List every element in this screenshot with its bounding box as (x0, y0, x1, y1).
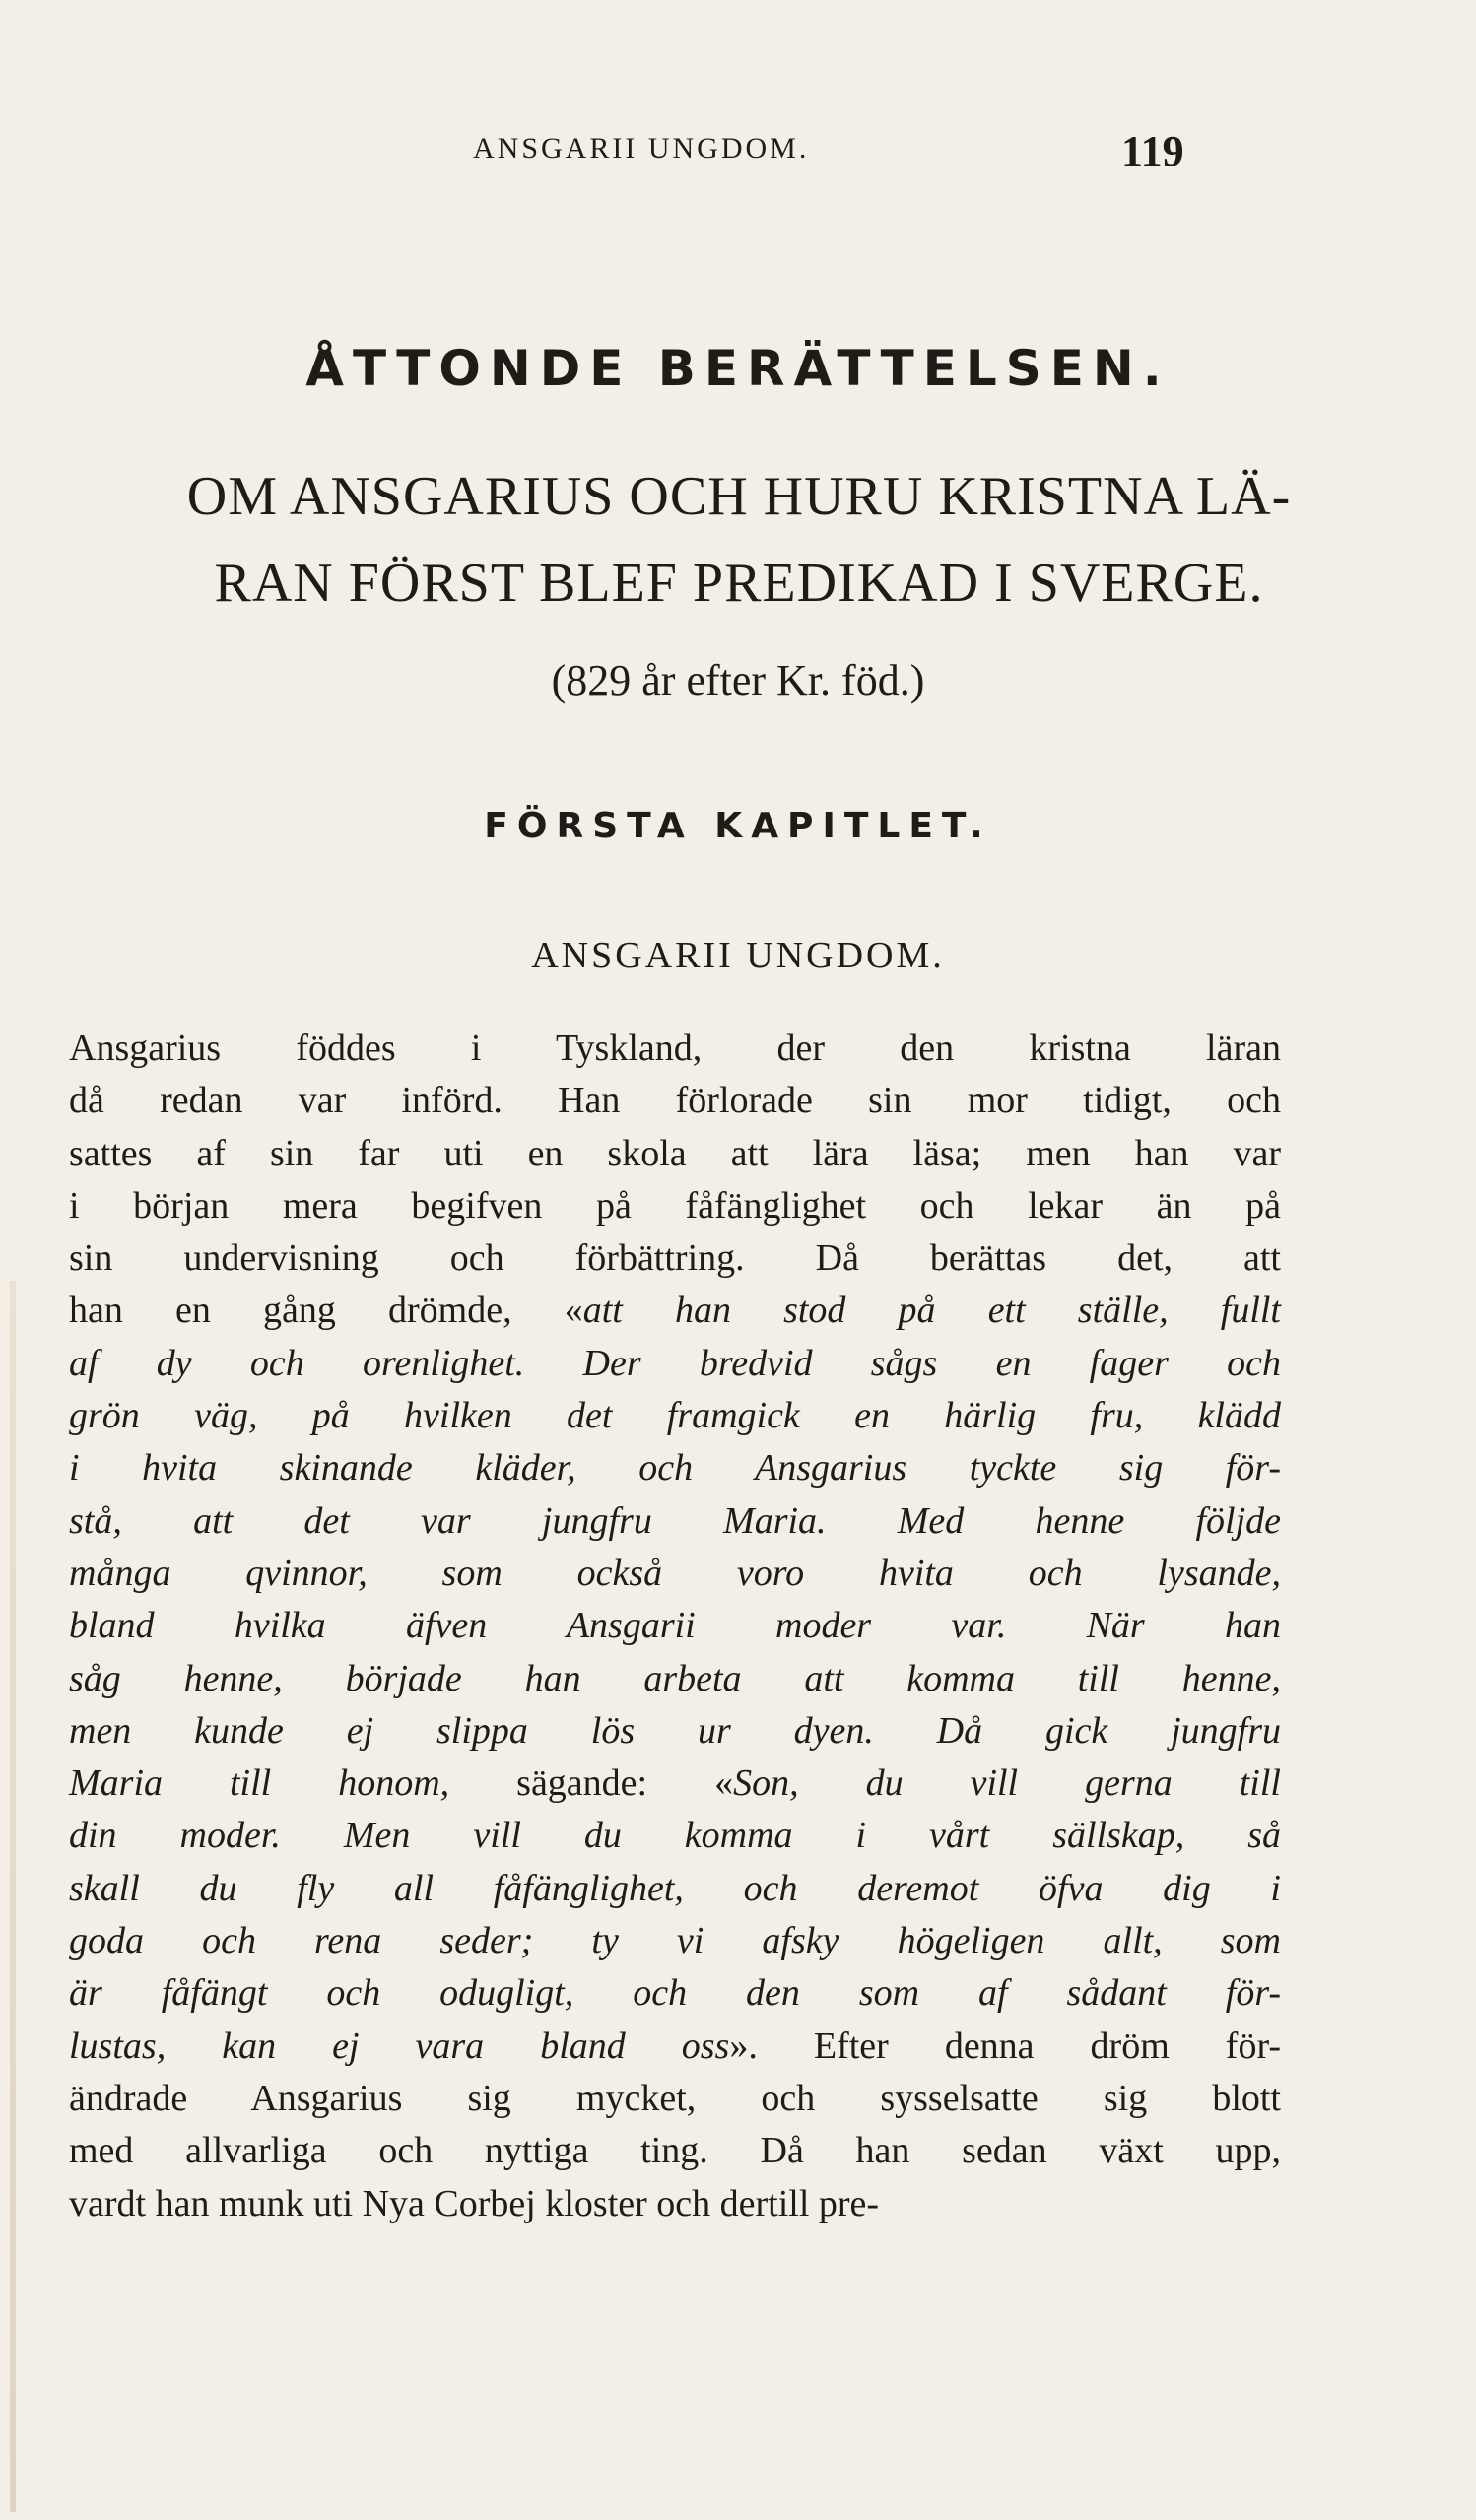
subtitle-line: OM ANSGARIUS OCH HURU KRISTNA LÄ- (186, 466, 1292, 527)
text-line (69, 1757, 1281, 1810)
italic-text: stå, att det var jungfru Maria. Med henne följde (69, 1499, 1281, 1542)
text-line (69, 2178, 1281, 2230)
text-line (69, 1128, 1281, 1180)
italic-text: grön väg, på hvilken det framgick en härlig fru, klädd (69, 1395, 1281, 1437)
text-segment: sattes af sin far uti en skola att lära läsa; men han var (69, 1132, 1281, 1174)
text-line (69, 1285, 1281, 1337)
text-line (69, 1915, 1281, 1967)
text-line (69, 1338, 1281, 1390)
running-head (0, 126, 1476, 175)
text-line (69, 1548, 1281, 1600)
italic-text: men kunde ej slippa lös ur dyen. Då gick jungfru (69, 1709, 1281, 1752)
text-line (69, 2073, 1281, 2125)
text-line (69, 1967, 1281, 2020)
text-line (69, 1075, 1281, 1127)
italic-text: i hvita skinande kläder, och Ansgarius tyckte sig för- (69, 1447, 1281, 1490)
italic-text: goda och rena seder; ty vi afsky högeligen allt, som (69, 1920, 1281, 1962)
section-title: ANSGARII UNGDOM. (531, 935, 945, 976)
text-segment: med allvarliga och nyttiga ting. Då han sedan växt upp, (69, 2130, 1281, 2172)
text-segment: han en gång drömde, « (69, 1290, 583, 1332)
page-number: 119 (1121, 127, 1184, 175)
italic-text: Son, du vill gerna till (733, 1762, 1281, 1805)
italic-text: såg henne, började han arbeta att komma till henne, (69, 1657, 1281, 1699)
text-line (69, 1442, 1281, 1494)
running-title: ANSGARII UNGDOM. (473, 132, 810, 165)
date-line: (829 år efter Kr. föd.) (551, 656, 925, 704)
text-segment: ». Efter denna dröm för- (729, 2024, 1281, 2067)
text-segment: då redan var införd. Han förlorade sin mor tidigt, och (69, 1080, 1281, 1122)
text-line (69, 1495, 1281, 1548)
text-segment: i början mera begifven på fåfänglighet och lekar än på (69, 1184, 1281, 1227)
text-segment: sägande: « (516, 1762, 734, 1805)
kapitel-heading: FÖRSTA KAPITLET. (484, 806, 992, 846)
italic-text: att han stod på ett ställe, fullt (582, 1290, 1281, 1332)
text-line (69, 1653, 1281, 1705)
text-line (69, 1390, 1281, 1442)
italic-text: din moder. Men vill du komma i vårt sällskap, så (69, 1815, 1281, 1857)
italic-text: skall du fly all fåfänglighet, och deremot öfva dig i (69, 1867, 1281, 1909)
italic-text: många qvinnor, som också voro hvita och lysande, (69, 1552, 1281, 1594)
text-line (69, 1180, 1281, 1232)
italic-text: af dy och orenlighet. Der bredvid sågs en fager och (69, 1342, 1281, 1384)
page-edge-shadow (10, 1281, 16, 2512)
text-line (69, 1232, 1281, 1285)
text-line (69, 1863, 1281, 1915)
subtitle (69, 453, 1409, 627)
text-segment: ändrade Ansgarius sig mycket, och sysselsatte sig blott (69, 2077, 1281, 2119)
italic-text: är fåfängt och odugligt, och den som af sådant för- (69, 1972, 1281, 2015)
italic-text: bland hvilka äfven Ansgarii moder var. När han (69, 1605, 1281, 1647)
text-line (69, 1810, 1281, 1862)
text-line (69, 1023, 1281, 1075)
text-segment: Ansgarius föddes i Tyskland, der den kristna läran (69, 1028, 1281, 1069)
text-segment: vardt han munk uti Nya Corbej kloster och dertill pre- (69, 2182, 880, 2224)
chapter-heading: ÅTTONDE BERÄTTELSEN. (305, 340, 1171, 397)
body-text (69, 1023, 1281, 2230)
text-segment: sin undervisning och förbättring. Då berättas det, att (69, 1237, 1281, 1280)
subtitle-line: RAN FÖRST BLEF PREDIKAD I SVERGE. (214, 553, 1264, 614)
text-line (69, 1705, 1281, 1757)
text-line (69, 2125, 1281, 2177)
italic-text: lustas, kan ej vara bland oss (69, 2024, 730, 2067)
text-line (69, 2021, 1281, 2073)
italic-text: Maria till honom, (69, 1762, 517, 1805)
text-line (69, 1600, 1281, 1652)
